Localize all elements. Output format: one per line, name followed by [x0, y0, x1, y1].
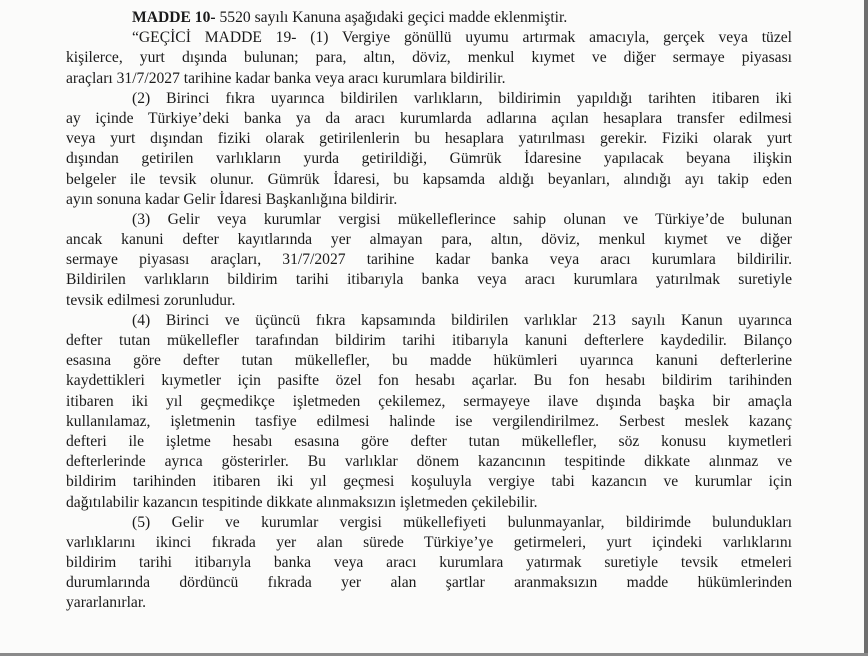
article-heading-text: 5520 sayılı Kanuna aşağıdaki geçici madde eklenmiştir. [215, 9, 568, 26]
text-line: (2) Birinci fıkra uyarınca bildirilen varlıkların, bildirimin yapıldığı tarihten itibaren iki [132, 89, 792, 107]
paragraph-2 [66, 89, 792, 210]
text-line: ay içinde Türkiye’deki banka ya da aracı kurumlarda adlarına açılan hesaplara transfer edilmesi [66, 109, 792, 127]
text-line: araçları 31/7/2027 tarihine kadar banka veya aracı kurumlara bildirilir. [66, 69, 506, 87]
text-line: tevsik edilmesi zorunludur. [66, 291, 236, 309]
text-line: “GEÇİCİ MADDE 19- (1) Vergiye gönüllü uyumu artırmak amacıyla, gerçek veya tüzel [132, 29, 792, 47]
text-line: esasına göre defter tutan mükellefler, bu madde hükümleri uyarınca kanuni defterlerine [66, 352, 792, 370]
text-line: kaydettikleri kıymetler için pasifte özel fon hesabı açarlar. Bu fon hesabı bildirim tarihinden [66, 372, 792, 390]
text-line: ayın sonuna kadar Gelir İdaresi Başkanlığına bildirir. [66, 190, 398, 208]
text-line: itibaren iki yıl geçmedikçe işletmeden çekilemez, sermayeye ilave dışında başka bir amaçla [66, 392, 792, 410]
text-line: defteri ile işletme hesabı esasına göre defter tutan mükellefler, söz konusu kıymetleri [66, 432, 792, 450]
text-line: Bildirilen varlıkların bildirim tarihi itibarıyla banka veya aracı kurumlara yatırılmak suretiyle [66, 271, 792, 289]
text-line: bildirim tarihi itibarıyla banka veya aracı kurumlara yatırmak suretiyle tevsik etmeleri [66, 554, 792, 572]
article-number: MADDE 10- [132, 9, 216, 26]
text-line: sermaye piyasası araçları, 31/7/2027 tarihine kadar banka veya aracı kurumlara bildirilir. [66, 251, 792, 269]
text-line: yararlanırlar. [66, 594, 147, 612]
text-line: ancak kanuni defter kayıtlarında yer almayan para, altın, döviz, menkul kıymet ve diğer [66, 231, 792, 249]
text-line: bildirim tarihinden itibaren iki yıl geçmesi koşuluyla vergiye tabi kazancın ve kurumlar için [66, 473, 792, 491]
paragraph-4 [66, 311, 792, 513]
paragraph-1 [66, 28, 792, 89]
text-line: durumlarında dördüncü fıkrada yer alan şartlar aranmaksızın madde hükümlerinden [66, 574, 792, 592]
text-line: veya yurt dışından fiziki olarak getirilenlerin bu hesaplara yatırılması gerekir. Fiziki olarak yurt [66, 130, 792, 148]
text-line: (5) Gelir ve kurumlar vergisi mükellefiyeti bulunmayanlar, bildirimde bulundukları [132, 513, 792, 531]
law-article-text [66, 8, 792, 614]
paragraph-3 [66, 210, 792, 311]
text-line: kullanılamaz, işletmenin tasfiye edilmesi halinde ise vergilendirilmez. Serbest meslek kazanç [66, 412, 792, 430]
text-line: defterlerinde ayrıca gösterirler. Bu varlıklar dönem kazancının tespitinde dikkate alınmaz ve [66, 453, 792, 471]
scan-right-border [864, 0, 868, 656]
text-line: varlıklarını ikinci fıkrada yer alan sürede Türkiye’ye getirmeleri, yurt içindeki varlıklarını [66, 533, 792, 551]
paragraph-5 [66, 513, 792, 614]
text-line: dışından getirilen varlıkların yurda getirildiği, Gümrük İdaresine yapılacak beyana ilişkin [66, 150, 792, 168]
text-line: (3) Gelir veya kurumlar vergisi mükelleflerince sahip olunan ve Türkiye’de bulunan [132, 210, 792, 228]
text-line: dağıtılabilir kazancın tespitinde dikkate alınmaksızın işletmeden çekilebilir. [66, 493, 538, 511]
text-line: defter tutan mükellefler tarafından bildirim tarihi itibarıyla kanuni defterlere kaydedilir. Bilanço [66, 332, 792, 349]
text-line: belgeler ile tevsik olunur. Gümrük İdaresi, bu kapsamda aldığı beyanları, alındığı ayı takip eden [66, 170, 792, 188]
article-heading [66, 8, 792, 28]
text-line: kişilerce, yurt dışında bulunan; para, altın, döviz, menkul kıymet ve diğer sermaye piyasası [66, 49, 792, 67]
text-line: (4) Birinci ve üçüncü fıkra kapsamında bildirilen varlıklar 213 sayılı Kanun uyarınca [132, 311, 792, 329]
